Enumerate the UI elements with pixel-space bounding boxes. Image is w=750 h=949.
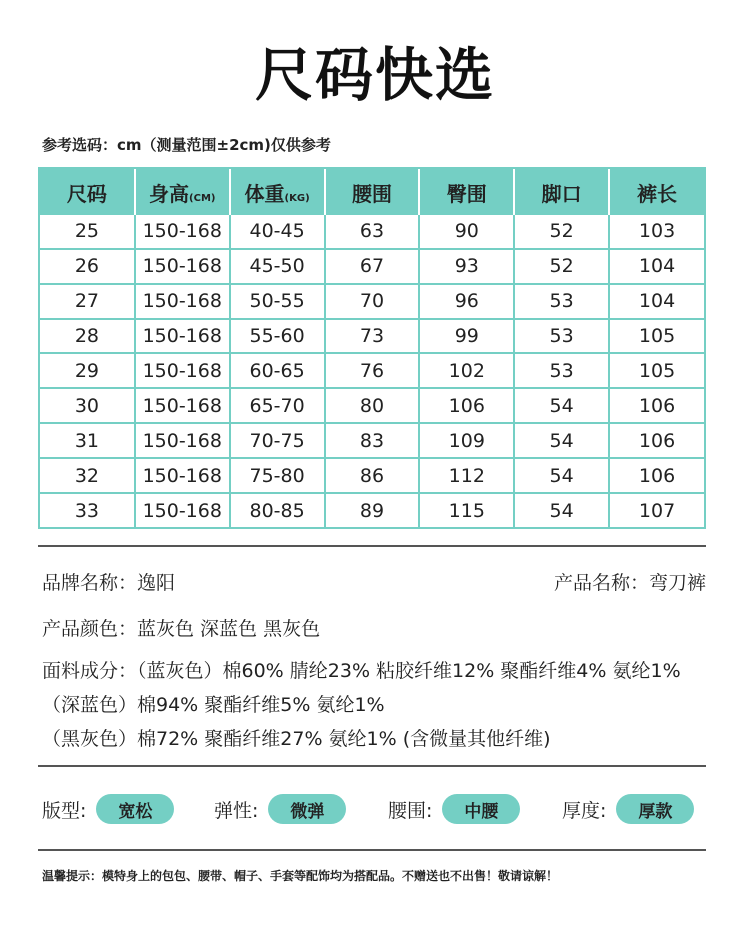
header-length: 裤长 xyxy=(609,169,704,215)
table-cell: 52 xyxy=(514,249,609,284)
brand-name: 品牌名称：逸阳 xyxy=(42,572,176,594)
table-cell: 99 xyxy=(419,319,514,354)
table-cell: 54 xyxy=(514,493,609,527)
table-cell: 115 xyxy=(419,493,514,527)
attr-label: 腰围: xyxy=(388,799,433,822)
table-cell: 106 xyxy=(609,388,704,423)
table-cell: 103 xyxy=(609,215,704,249)
table-cell: 63 xyxy=(325,215,420,249)
table-cell: 80-85 xyxy=(230,493,325,527)
table-cell: 102 xyxy=(419,353,514,388)
table-cell: 53 xyxy=(514,319,609,354)
table-cell: 29 xyxy=(40,353,135,388)
product-colors: 产品颜色：蓝灰色 深蓝色 黑灰色 xyxy=(42,618,321,640)
table-cell: 109 xyxy=(419,423,514,458)
table-cell: 150-168 xyxy=(135,458,230,493)
table-cell: 86 xyxy=(325,458,420,493)
table-cell: 83 xyxy=(325,423,420,458)
table-cell: 54 xyxy=(514,423,609,458)
table-header-row xyxy=(40,169,704,215)
table-cell: 40-45 xyxy=(230,215,325,249)
table-cell: 150-168 xyxy=(135,319,230,354)
table-cell: 55-60 xyxy=(230,319,325,354)
table-cell: 106 xyxy=(419,388,514,423)
product-attributes xyxy=(42,788,706,830)
table-cell: 105 xyxy=(609,353,704,388)
table-cell: 70 xyxy=(325,284,420,319)
attr-badge: 中腰 xyxy=(442,794,520,824)
table-cell: 75-80 xyxy=(230,458,325,493)
page-title: 尺码快选 xyxy=(254,41,495,109)
header-size: 尺码 xyxy=(40,169,135,215)
table-cell: 33 xyxy=(40,493,135,527)
table-cell: 27 xyxy=(40,284,135,319)
attr-label: 版型: xyxy=(42,799,87,822)
attr-label: 弹性: xyxy=(214,799,259,822)
table-cell: 150-168 xyxy=(135,215,230,249)
table-cell: 54 xyxy=(514,388,609,423)
attr-label: 厚度: xyxy=(562,799,607,822)
table-cell: 25 xyxy=(40,215,135,249)
attr-badge: 微弹 xyxy=(268,794,346,824)
table-cell: 32 xyxy=(40,458,135,493)
table-cell: 106 xyxy=(609,423,704,458)
attr-thickness xyxy=(562,788,694,830)
table-cell: 76 xyxy=(325,353,420,388)
fabric-line-1: 面料成分：（蓝灰色）棉60% 腈纶23% 粘胶纤维12% 聚酯纤维4% 氨纶1% xyxy=(42,660,681,682)
table-row xyxy=(40,284,704,319)
table-cell: 90 xyxy=(419,215,514,249)
table-cell: 96 xyxy=(419,284,514,319)
table-cell: 150-168 xyxy=(135,284,230,319)
header-hip: 臀围 xyxy=(419,169,514,215)
header-weight: 体重(KG) xyxy=(230,169,325,215)
table-cell: 106 xyxy=(609,458,704,493)
attr-badge: 宽松 xyxy=(96,794,174,824)
header-height: 身高(CM) xyxy=(135,169,230,215)
table-cell: 28 xyxy=(40,319,135,354)
table-cell: 80 xyxy=(325,388,420,423)
table-cell: 54 xyxy=(514,458,609,493)
fabric-line-3: （黑灰色）棉72% 聚酯纤维27% 氨纶1% (含微量其他纤维) xyxy=(42,728,551,750)
divider xyxy=(38,849,706,851)
table-row xyxy=(40,388,704,423)
table-cell: 60-65 xyxy=(230,353,325,388)
table-cell: 150-168 xyxy=(135,493,230,527)
warm-tip: 温馨提示：模特身上的包包、腰带、帽子、手套等配饰均为搭配品。不赠送也不出售！敬请谅解！ xyxy=(42,869,559,883)
table-cell: 70-75 xyxy=(230,423,325,458)
table-cell: 26 xyxy=(40,249,135,284)
table-cell: 150-168 xyxy=(135,353,230,388)
table-cell: 53 xyxy=(514,353,609,388)
table-cell: 107 xyxy=(638,499,676,522)
table-cell: 30 xyxy=(40,388,135,423)
table-cell: 73 xyxy=(325,319,420,354)
attr-elasticity xyxy=(214,788,346,830)
reference-note: 参考选码：cm（测量范围±2cm)仅供参考 xyxy=(42,136,331,154)
divider xyxy=(38,545,706,547)
product-name: 产品名称：弯刀裤 xyxy=(553,572,706,594)
table-row xyxy=(40,458,704,493)
table-row xyxy=(40,319,704,354)
size-table xyxy=(38,167,706,529)
header-waist: 腰围 xyxy=(325,169,420,215)
table-row xyxy=(40,423,704,458)
table-cell: 52 xyxy=(514,215,609,249)
table-row xyxy=(40,493,704,527)
table-cell: 45-50 xyxy=(230,249,325,284)
divider xyxy=(38,765,706,767)
attr-badge: 厚款 xyxy=(616,794,694,824)
table-cell: 50-55 xyxy=(230,284,325,319)
attr-fit xyxy=(42,788,174,830)
table-cell: 31 xyxy=(40,423,135,458)
table-cell: 65-70 xyxy=(230,388,325,423)
table-cell: 150-168 xyxy=(135,249,230,284)
header-hem: 脚口 xyxy=(514,169,609,215)
table-cell: 150-168 xyxy=(135,423,230,458)
table-cell: 150-168 xyxy=(135,388,230,423)
fabric-line-2: （深蓝色）棉94% 聚酯纤维5% 氨纶1% xyxy=(42,694,385,716)
table-cell: 105 xyxy=(609,319,704,354)
table-cell: 112 xyxy=(419,458,514,493)
table-cell: 89 xyxy=(325,493,420,527)
table-cell: 67 xyxy=(325,249,420,284)
table-cell: 93 xyxy=(419,249,514,284)
table-cell: 53 xyxy=(514,284,609,319)
attr-waist xyxy=(388,788,520,830)
table-row xyxy=(40,353,704,388)
table-row xyxy=(40,249,704,284)
table-row xyxy=(40,215,704,249)
table-cell: 104 xyxy=(609,249,704,284)
table-cell: 104 xyxy=(609,284,704,319)
